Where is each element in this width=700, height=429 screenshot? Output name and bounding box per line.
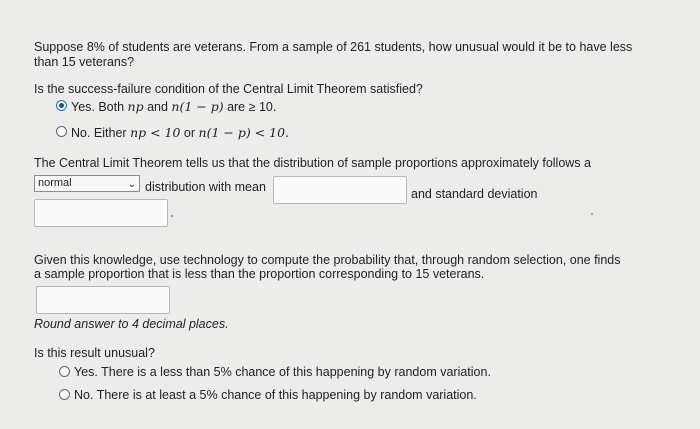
mean-input[interactable] [273, 176, 407, 204]
unusual-yes-label[interactable]: Yes. There is a less than 5% chance of this happening by random variation. [74, 365, 491, 379]
clt-yes-rest: are ≥ 10. [223, 100, 277, 114]
clt-no-rest: < 10. [250, 125, 290, 140]
unusual-yes-radio[interactable] [59, 366, 70, 377]
clt-yes-nq: n(1 − p) [171, 99, 224, 114]
clt-no-text: No. Either [71, 126, 131, 140]
clt-no-radio[interactable] [56, 126, 67, 137]
clt-yes-text: Yes. Both [71, 100, 128, 114]
question-line-1: Suppose 8% of students are veterans. From a sample of 261 students, how unusual would it be to have less [34, 40, 633, 54]
clt-yes-radio[interactable] [56, 100, 67, 111]
distribution-line-1: The Central Limit Theorem tells us that the distribution of sample proportions approximately follows a [34, 156, 591, 170]
unusual-prompt: Is this result unusual? [34, 346, 155, 360]
clt-no-np: np [130, 125, 147, 140]
clt-prompt: Is the success-failure condition of the Central Limit Theorem satisfied? [34, 82, 423, 96]
unusual-no-label[interactable]: No. There is at least a 5% chance of this happening by random variation. [74, 388, 477, 402]
clt-no-lt: < 10 [146, 125, 181, 140]
clt-no-or: or [180, 126, 199, 140]
mean-label: distribution with mean [145, 180, 266, 194]
chevron-down-icon: ⌄ [127, 179, 136, 190]
probability-input[interactable] [36, 286, 170, 314]
clt-yes-label[interactable] [71, 99, 276, 115]
unusual-no-radio[interactable] [59, 389, 70, 400]
sd-input[interactable] [34, 199, 168, 227]
period-mark [171, 215, 173, 217]
sd-label: and standard deviation [411, 187, 538, 201]
clt-no-nq: n(1 − p) [198, 125, 251, 140]
clt-yes-and: and [143, 100, 172, 114]
probability-line-2: a sample proportion that is less than the proportion corresponding to 15 veterans. [34, 267, 485, 281]
round-note: Round answer to 4 decimal places. [34, 317, 229, 331]
distribution-select-value: normal [38, 177, 72, 189]
clt-yes-np: np [127, 99, 144, 114]
distribution-select[interactable] [34, 175, 140, 192]
question-line-2: than 15 veterans? [34, 55, 135, 69]
clt-no-label[interactable] [71, 125, 289, 141]
probability-line-1: Given this knowledge, use technology to compute the probability that, through random selection, one finds [34, 253, 621, 267]
stray-dot [591, 213, 593, 215]
